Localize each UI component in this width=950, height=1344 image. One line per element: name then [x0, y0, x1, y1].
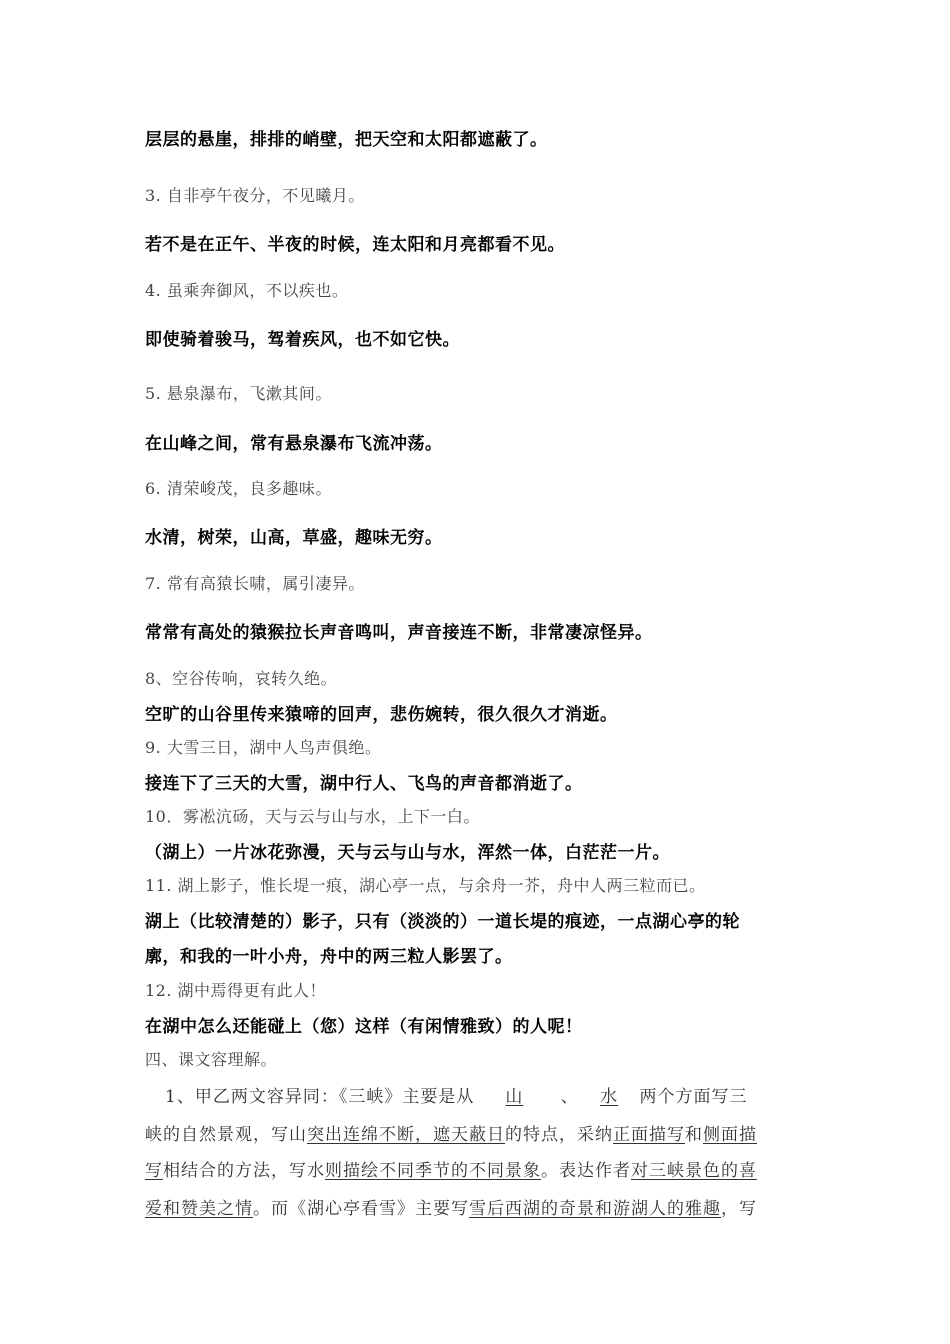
paragraph-line-1	[165, 1082, 748, 1107]
paragraph-line-4	[145, 1194, 757, 1219]
answer-blank-2: 水	[600, 1087, 619, 1107]
paragraph-text: 。表达作者	[541, 1161, 631, 1181]
question-line-9: 9. 大雪三日，湖中人鸟声俱绝。	[145, 738, 382, 757]
question-line-6: 6. 清荣峻茂，良多趣味。	[145, 479, 332, 498]
answer-line-4: 即使骑着骏马，驾着疾风，也不如它快。	[145, 330, 460, 350]
question-line-8: 8、空谷传响，哀转久绝。	[145, 669, 338, 688]
answer-line-11-part1: 湖上（比较清楚的）影子，只有（淡淡的）一道长堤的痕迹，一点湖心亭的轮	[145, 912, 740, 932]
answer-line-12: 在湖中怎么还能碰上（您）这样（有闲情雅致）的人呢！	[145, 1017, 583, 1037]
paragraph-text: 两个方面写三	[639, 1087, 748, 1107]
question-line-7: 7. 常有高猿长啸，属引凄异。	[145, 574, 365, 593]
underlined-answer: 对三峡景色的喜	[631, 1161, 757, 1181]
answer-line-8: 空旷的山谷里传来猿啼的回声，悲伤婉转，很久很久才消逝。	[145, 705, 618, 725]
underlined-answer: 写	[145, 1161, 163, 1181]
paragraph-text: 的特点，采纳	[505, 1125, 613, 1145]
section-heading: 四、课文容理解。	[145, 1050, 278, 1069]
paragraph-text: 和	[685, 1125, 703, 1145]
paragraph-line-3	[145, 1156, 757, 1181]
answer-line-2: 层层的悬崖，排排的峭壁，把天空和太阳都遮蔽了。	[145, 130, 548, 150]
paragraph-text: 峡的自然景观，写山	[145, 1125, 307, 1145]
question-line-10: 10．雾凇沆砀，天与云与山与水，上下一白。	[145, 807, 480, 826]
paragraph-line-2	[145, 1120, 757, 1145]
answer-line-5: 在山峰之间，常有悬泉瀑布飞流冲荡。	[145, 434, 443, 454]
underlined-answer: 雪后西湖的奇景和游湖人的雅趣	[469, 1199, 721, 1219]
paragraph-text: 1、甲乙两文容异同：《三峡》主要是从	[165, 1087, 475, 1107]
question-line-11: 11. 湖上影子，惟长堤一痕，湖心亭一点，与余舟一芥，舟中人两三粒而已。	[145, 876, 706, 895]
paragraph-text: 。而《湖心亭看雪》主要写	[253, 1199, 469, 1219]
question-line-12: 12. 湖中焉得更有此人！	[145, 981, 327, 1000]
underlined-answer: 爱和赞美之情	[145, 1199, 253, 1219]
answer-blank-1: 山	[505, 1087, 524, 1107]
underlined-answer: 则描绘不同季节的不同景象	[325, 1161, 541, 1181]
question-line-3: 3. 自非亭午夜分，不见曦月。	[145, 186, 365, 205]
answer-line-9: 接连下了三天的大雪，湖中行人、飞鸟的声音都消逝了。	[145, 774, 583, 794]
underlined-answer: 突出连绵不断，遮天蔽日	[307, 1125, 505, 1145]
paragraph-text: ，写	[721, 1199, 757, 1219]
answer-line-11-part2: 廓，和我的一叶小舟，舟中的两三粒人影罢了。	[145, 947, 513, 967]
paragraph-text: 相结合的方法，写水	[163, 1161, 325, 1181]
answer-line-10: （湖上）一片冰花弥漫，天与云与山与水，浑然一体，白茫茫一片。	[145, 843, 670, 863]
paragraph-text: 、	[560, 1087, 579, 1107]
question-line-5: 5. 悬泉瀑布，飞漱其间。	[145, 384, 332, 403]
answer-line-7: 常常有高处的猿猴拉长声音鸣叫，声音接连不断，非常凄凉怪异。	[145, 623, 653, 643]
underlined-answer: 正面描写	[613, 1125, 685, 1145]
underlined-answer: 侧面描	[703, 1125, 757, 1145]
answer-line-3: 若不是在正午、半夜的时候，连太阳和月亮都看不见。	[145, 235, 565, 255]
answer-line-6: 水清，树荣，山高，草盛，趣味无穷。	[145, 528, 443, 548]
question-line-4: 4. 虽乘奔御风，不以疾也。	[145, 281, 349, 300]
